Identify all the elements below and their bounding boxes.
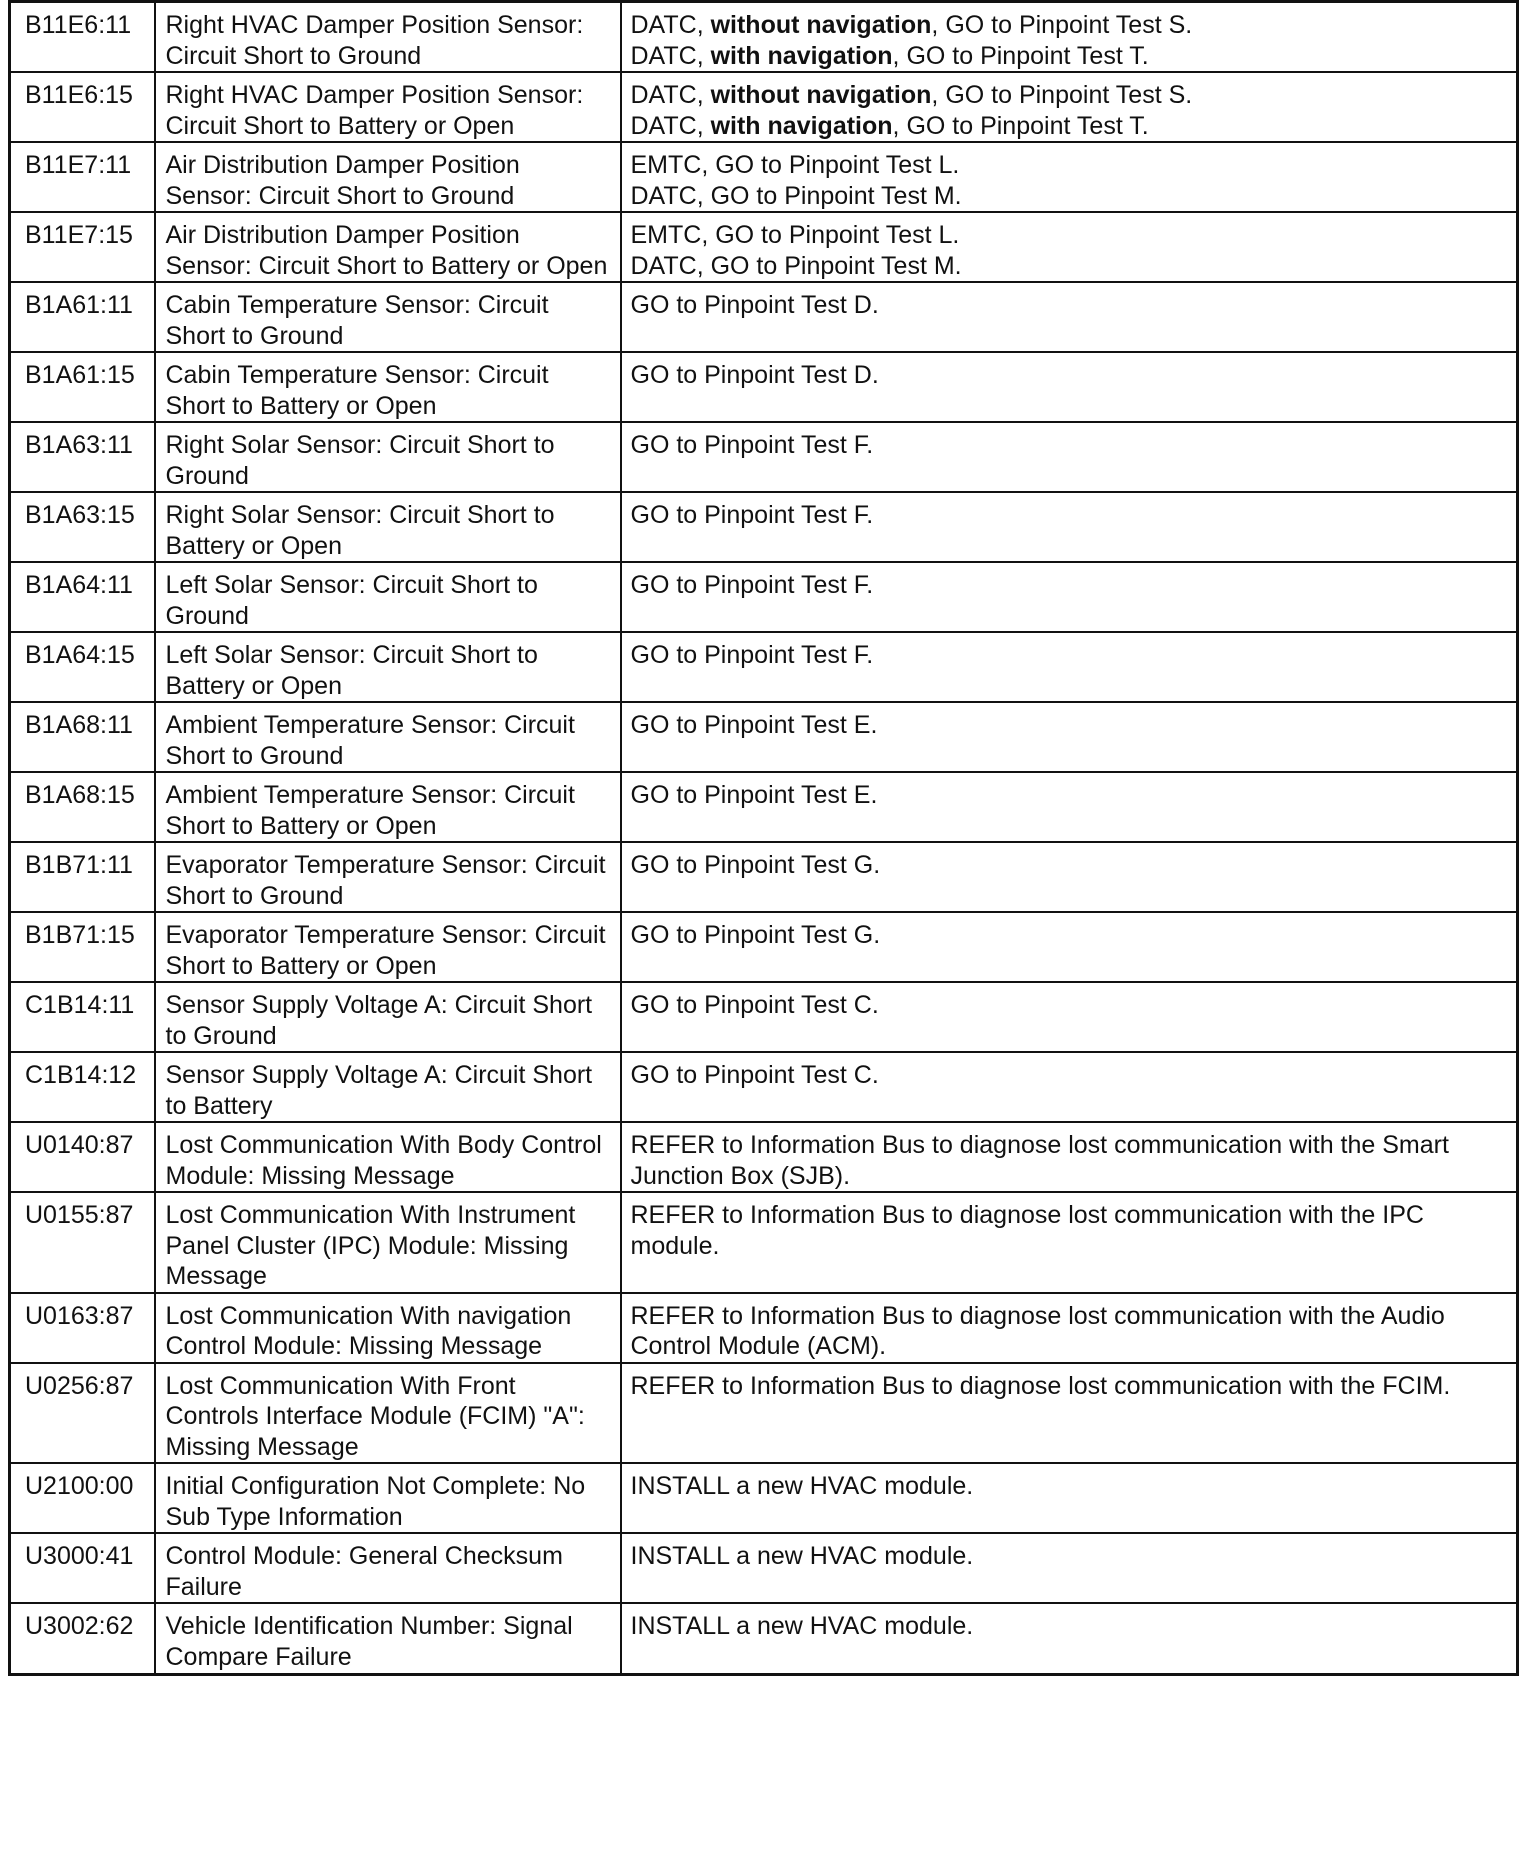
action-line — [631, 920, 1508, 951]
action-line — [631, 1130, 1508, 1191]
action-text: INSTALL a new HVAC module. — [630, 1542, 974, 1570]
action-line — [631, 111, 1508, 142]
action-line — [631, 1371, 1508, 1402]
dtc-action-cell — [621, 282, 1518, 352]
table-row — [10, 912, 1518, 982]
action-text: GO to Pinpoint Test G. — [630, 921, 881, 949]
dtc-code-cell: C1B14:11 — [10, 982, 155, 1052]
dtc-action-cell — [621, 1463, 1518, 1533]
dtc-table-body — [10, 2, 1518, 1675]
table-row — [10, 562, 1518, 632]
action-text: GO to Pinpoint Test E. — [630, 711, 878, 739]
dtc-description-cell: Lost Communication With Body Control Module: Missing Message — [155, 1122, 621, 1192]
dtc-action-cell — [621, 2, 1518, 73]
dtc-description-cell: Ambient Temperature Sensor: Circuit Short to Ground — [155, 702, 621, 772]
action-text: EMTC, GO to Pinpoint Test L. — [630, 151, 960, 179]
dtc-action-cell — [621, 632, 1518, 702]
action-text: , GO to Pinpoint Test T. — [892, 111, 1149, 140]
action-line — [631, 850, 1508, 881]
dtc-code-cell: B1A68:15 — [10, 772, 155, 842]
dtc-code-cell: B11E7:11 — [10, 142, 155, 212]
dtc-description-cell: Cabin Temperature Sensor: Circuit Short to Battery or Open — [155, 352, 621, 422]
dtc-code-cell: U3000:41 — [10, 1533, 155, 1603]
action-text: EMTC, GO to Pinpoint Test L. — [630, 221, 960, 249]
action-emphasis-text: with navigation — [710, 111, 893, 140]
dtc-code-cell: B1A68:11 — [10, 702, 155, 772]
action-line — [631, 220, 1508, 251]
action-text: DATC, — [630, 111, 711, 140]
action-line — [631, 80, 1508, 111]
action-text: REFER to Information Bus to diagnose lost communication with the Audio Control Module (ACM). — [630, 1301, 1445, 1360]
action-line — [631, 990, 1508, 1021]
action-text: GO to Pinpoint Test C. — [630, 1061, 879, 1089]
dtc-action-cell — [621, 1363, 1518, 1464]
dtc-action-cell — [621, 912, 1518, 982]
dtc-code-cell: B1A63:11 — [10, 422, 155, 492]
dtc-action-cell — [621, 982, 1518, 1052]
action-line — [631, 251, 1508, 282]
table-row — [10, 842, 1518, 912]
dtc-code-cell: B11E6:15 — [10, 72, 155, 142]
dtc-description-cell: Sensor Supply Voltage A: Circuit Short to Ground — [155, 982, 621, 1052]
dtc-action-cell — [621, 422, 1518, 492]
dtc-action-cell — [621, 212, 1518, 282]
table-row — [10, 1293, 1518, 1363]
dtc-action-cell — [621, 352, 1518, 422]
action-text: GO to Pinpoint Test F. — [630, 571, 874, 599]
action-line — [631, 640, 1508, 671]
table-row — [10, 282, 1518, 352]
action-line — [631, 360, 1508, 391]
action-line — [631, 780, 1508, 811]
dtc-code-cell: C1B14:12 — [10, 1052, 155, 1122]
action-text: GO to Pinpoint Test D. — [630, 361, 879, 389]
action-text: INSTALL a new HVAC module. — [630, 1472, 974, 1500]
dtc-description-cell: Right Solar Sensor: Circuit Short to Ground — [155, 422, 621, 492]
action-line — [631, 1200, 1508, 1261]
action-line — [631, 1471, 1508, 1502]
action-text: GO to Pinpoint Test F. — [630, 431, 874, 459]
dtc-code-cell: B11E7:15 — [10, 212, 155, 282]
dtc-description-cell: Initial Configuration Not Complete: No Sub Type Information — [155, 1463, 621, 1533]
dtc-description-cell: Lost Communication With navigation Control Module: Missing Message — [155, 1293, 621, 1363]
action-text: REFER to Information Bus to diagnose lost communication with the IPC module. — [630, 1201, 1424, 1260]
table-row — [10, 1052, 1518, 1122]
action-text: DATC, GO to Pinpoint Test M. — [630, 181, 962, 210]
table-row — [10, 1533, 1518, 1603]
action-text: GO to Pinpoint Test D. — [630, 291, 879, 319]
action-line — [631, 1611, 1508, 1642]
dtc-description-cell: Right HVAC Damper Position Sensor: Circuit Short to Battery or Open — [155, 72, 621, 142]
action-text: DATC, — [630, 81, 711, 109]
dtc-description-cell: Left Solar Sensor: Circuit Short to Ground — [155, 562, 621, 632]
dtc-description-cell: Right Solar Sensor: Circuit Short to Battery or Open — [155, 492, 621, 562]
dtc-description-cell: Ambient Temperature Sensor: Circuit Short to Battery or Open — [155, 772, 621, 842]
action-text: DATC, — [630, 41, 711, 70]
dtc-description-cell: Air Distribution Damper Position Sensor: Circuit Short to Battery or Open — [155, 212, 621, 282]
dtc-code-cell: B1A64:15 — [10, 632, 155, 702]
dtc-code-cell: B11E6:11 — [10, 2, 155, 73]
action-line — [631, 181, 1508, 212]
dtc-action-cell — [621, 1533, 1518, 1603]
dtc-action-cell — [621, 702, 1518, 772]
dtc-action-cell — [621, 562, 1518, 632]
action-emphasis-text: with navigation — [710, 41, 893, 70]
table-row — [10, 1192, 1518, 1293]
dtc-description-cell: Air Distribution Damper Position Sensor: Circuit Short to Ground — [155, 142, 621, 212]
dtc-action-cell — [621, 492, 1518, 562]
dtc-action-cell — [621, 1052, 1518, 1122]
table-row — [10, 72, 1518, 142]
dtc-code-cell: B1B71:11 — [10, 842, 155, 912]
dtc-action-cell — [621, 1122, 1518, 1192]
dtc-description-cell: Left Solar Sensor: Circuit Short to Battery or Open — [155, 632, 621, 702]
action-text: , GO to Pinpoint Test S. — [931, 11, 1193, 39]
table-row — [10, 492, 1518, 562]
action-line — [631, 41, 1508, 72]
table-row — [10, 422, 1518, 492]
dtc-description-cell: Lost Communication With Instrument Panel Cluster (IPC) Module: Missing Message — [155, 1192, 621, 1293]
dtc-action-cell — [621, 1192, 1518, 1293]
dtc-code-cell: B1A61:11 — [10, 282, 155, 352]
action-line — [631, 570, 1508, 601]
dtc-code-cell: B1B71:15 — [10, 912, 155, 982]
dtc-code-cell: U0163:87 — [10, 1293, 155, 1363]
table-row — [10, 352, 1518, 422]
table-row — [10, 702, 1518, 772]
table-row — [10, 142, 1518, 212]
action-line — [631, 430, 1508, 461]
dtc-action-cell — [621, 1603, 1518, 1674]
table-row — [10, 1603, 1518, 1674]
dtc-action-cell — [621, 72, 1518, 142]
action-text: REFER to Information Bus to diagnose lost communication with the Smart Junction Box (SJB). — [630, 1131, 1449, 1190]
action-line — [631, 1060, 1508, 1091]
action-text: GO to Pinpoint Test F. — [630, 641, 874, 669]
dtc-action-cell — [621, 1293, 1518, 1363]
table-row — [10, 982, 1518, 1052]
action-text: INSTALL a new HVAC module. — [630, 1612, 974, 1640]
table-row — [10, 1463, 1518, 1533]
action-emphasis-text: without navigation — [710, 81, 932, 109]
dtc-code-cell: B1A63:15 — [10, 492, 155, 562]
dtc-description-cell: Lost Communication With Front Controls Interface Module (FCIM) "A": Missing Message — [155, 1363, 621, 1464]
table-row — [10, 2, 1518, 73]
action-line — [631, 150, 1508, 181]
action-line — [631, 500, 1508, 531]
dtc-table — [8, 0, 1519, 1676]
dtc-code-cell: B1A61:15 — [10, 352, 155, 422]
dtc-description-cell: Cabin Temperature Sensor: Circuit Short to Ground — [155, 282, 621, 352]
table-row — [10, 772, 1518, 842]
dtc-code-cell: B1A64:11 — [10, 562, 155, 632]
table-row — [10, 1122, 1518, 1192]
action-text: GO to Pinpoint Test C. — [630, 991, 879, 1019]
dtc-code-cell: U0140:87 — [10, 1122, 155, 1192]
dtc-description-cell: Right HVAC Damper Position Sensor: Circuit Short to Ground — [155, 2, 621, 73]
dtc-description-cell: Control Module: General Checksum Failure — [155, 1533, 621, 1603]
dtc-description-cell: Sensor Supply Voltage A: Circuit Short to Battery — [155, 1052, 621, 1122]
dtc-description-cell: Vehicle Identification Number: Signal Compare Failure — [155, 1603, 621, 1674]
dtc-code-cell: U0155:87 — [10, 1192, 155, 1293]
action-text: DATC, GO to Pinpoint Test M. — [630, 251, 962, 280]
action-text: GO to Pinpoint Test G. — [630, 851, 881, 879]
action-text: REFER to Information Bus to diagnose lost communication with the FCIM. — [630, 1371, 1451, 1400]
table-row — [10, 1363, 1518, 1464]
action-line — [631, 290, 1508, 321]
action-text: GO to Pinpoint Test E. — [630, 781, 878, 809]
table-row — [10, 212, 1518, 282]
action-line — [631, 710, 1508, 741]
dtc-description-cell: Evaporator Temperature Sensor: Circuit Short to Battery or Open — [155, 912, 621, 982]
dtc-action-cell — [621, 842, 1518, 912]
dtc-code-cell: U3002:62 — [10, 1603, 155, 1674]
action-line — [631, 1301, 1508, 1362]
dtc-action-cell — [621, 142, 1518, 212]
action-text: DATC, — [630, 11, 711, 39]
dtc-description-cell: Evaporator Temperature Sensor: Circuit Short to Ground — [155, 842, 621, 912]
dtc-action-cell — [621, 772, 1518, 842]
table-row — [10, 632, 1518, 702]
action-text: , GO to Pinpoint Test T. — [892, 41, 1149, 70]
action-text: GO to Pinpoint Test F. — [630, 501, 874, 529]
dtc-code-cell: U0256:87 — [10, 1363, 155, 1464]
dtc-code-cell: U2100:00 — [10, 1463, 155, 1533]
action-text: , GO to Pinpoint Test S. — [931, 81, 1193, 109]
action-emphasis-text: without navigation — [710, 11, 932, 39]
action-line — [631, 1541, 1508, 1572]
action-line — [631, 10, 1508, 41]
